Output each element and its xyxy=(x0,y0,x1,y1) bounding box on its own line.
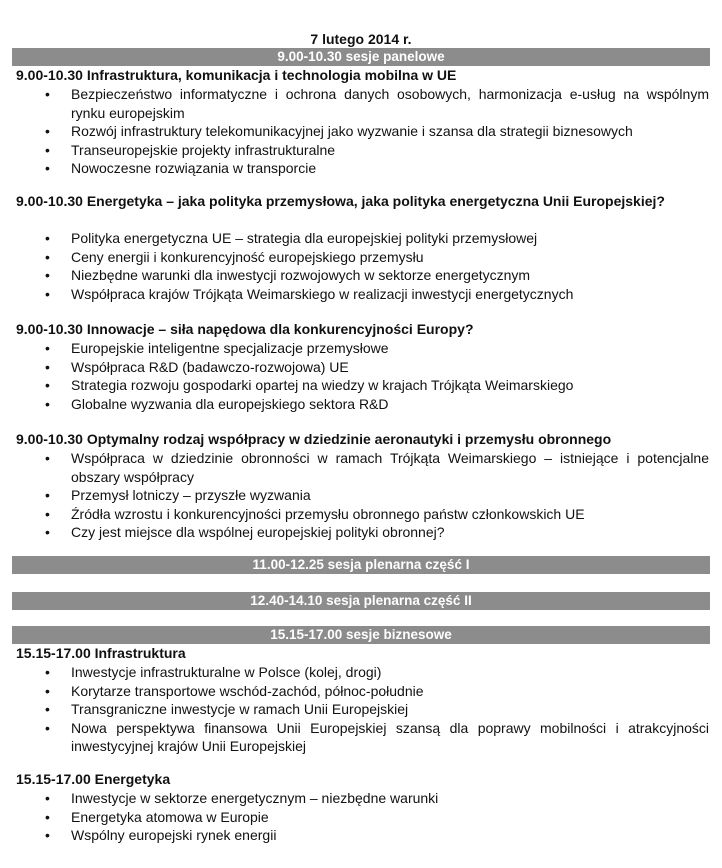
list-item xyxy=(0,449,722,486)
bullet-icon: • xyxy=(45,790,50,806)
list-item-text: Inwestycje infrastrukturalne w Polsce (kolej, drogi) xyxy=(71,664,382,680)
bullet-icon: • xyxy=(45,682,50,699)
bullet-icon: • xyxy=(45,340,50,356)
list-item-text: Ceny energii i konkurencyjność europejskiego przemysłu xyxy=(71,248,424,265)
list-item-text: Rozwój infrastruktury telekomunikacyjnej jako wyzwanie i szansa dla strategii biznesowych xyxy=(71,123,633,139)
list-item-text: Przemysł lotniczy – przyszłe wyzwania xyxy=(71,487,311,503)
bullet-icon: • xyxy=(45,230,50,246)
bullet-icon: • xyxy=(45,285,50,302)
list-item xyxy=(0,339,722,358)
list-item-text: Źródła wzrostu i konkurencyjności przemysłu obronnego państw członkowskich UE xyxy=(71,505,585,522)
list-item-text: Polityka energetyczna UE – strategia dla europejskiej polityki przemysłowej xyxy=(71,230,538,246)
list-item xyxy=(0,285,722,304)
list-item-text: Energetyka atomowa w Europie xyxy=(71,808,269,825)
section-list-innovation xyxy=(0,339,722,413)
list-item-text: Nowa perspektywa finansowa Unii Europejskiej szansą dla poprawy mobilności i atrakcyjności inwestycyjnej krajów Unii Europejskiej xyxy=(71,719,709,754)
list-item-text: Czy jest miejsce dla wspólnej europejskiej polityki obronnej? xyxy=(71,524,445,540)
bullet-icon: • xyxy=(45,160,50,176)
bullet-icon: • xyxy=(45,377,50,393)
list-item xyxy=(0,266,722,285)
section-heading-aeronautics-defence: 9.00-10.30 Optymalny rodzaj współpracy w dziedzinie aeronautyki i przemysłu obronnego xyxy=(16,431,612,447)
list-item xyxy=(0,85,722,122)
list-item-text: Transeuropejskie projekty infrastrukturalne xyxy=(71,141,336,158)
session-bar-plenary-2: 12.40-14.10 sesja plenarna część II xyxy=(12,592,710,610)
section-heading-energy-policy: 9.00-10.30 Energetyka – jaka polityka przemysłowa, jaka polityka energetyczna Unii Europejskiej? xyxy=(16,193,665,209)
list-item xyxy=(0,159,722,178)
section-heading-business-energy: 15.15-17.00 Energetyka xyxy=(16,771,171,787)
bullet-icon: • xyxy=(45,827,50,843)
session-bar-plenary-1: 11.00-12.25 sesja plenarna część I xyxy=(12,556,710,574)
list-item xyxy=(0,486,722,505)
list-item xyxy=(0,808,722,827)
list-item xyxy=(0,523,722,542)
bullet-icon: • xyxy=(45,358,50,375)
list-item xyxy=(0,376,722,395)
section-heading-infrastructure-ue: 9.00-10.30 Infrastruktura, komunikacja i technologia mobilna w UE xyxy=(16,67,457,83)
section-heading-business-infrastructure: 15.15-17.00 Infrastruktura xyxy=(16,645,186,661)
section-list-business-infrastructure xyxy=(0,663,722,756)
bullet-icon: • xyxy=(45,505,50,522)
bullet-icon: • xyxy=(45,450,50,466)
session-bar-business: 15.15-17.00 sesje biznesowe xyxy=(12,626,710,644)
list-item-text: Inwestycje w sektorze energetycznym – niezbędne warunki xyxy=(71,790,439,806)
bullet-icon: • xyxy=(45,267,50,283)
list-item xyxy=(0,358,722,377)
session-bar-panel: 9.00-10.30 sesje panelowe xyxy=(12,48,710,66)
list-item-text: Nowoczesne rozwiązania w transporcie xyxy=(71,160,317,176)
section-heading-innovation: 9.00-10.30 Innowacje – siła napędowa dla konkurencyjności Europy? xyxy=(16,321,474,337)
list-item xyxy=(0,789,722,808)
bullet-icon: • xyxy=(45,395,50,412)
list-item-text: Współpraca krajów Trójkąta Weimarskiego w realizacji inwestycji energetycznych xyxy=(71,285,574,302)
list-item-text: Bezpieczeństwo informatyczne i ochrona danych osobowych, harmonizacja e-usług na wspólnym rynku europejskim xyxy=(71,86,709,121)
list-item-text: Transgraniczne inwestycje w ramach Unii Europejskiej xyxy=(71,701,409,717)
list-item-text: Niezbędne warunki dla inwestycji rozwojowych w sektorze energetycznym xyxy=(71,267,531,283)
document-date: 7 lutego 2014 r. xyxy=(310,31,412,47)
section-list-aeronautics-defence xyxy=(0,449,722,542)
list-item-text: Europejskie inteligentne specjalizacje przemysłowe xyxy=(71,340,389,356)
section-list-energy-policy xyxy=(0,229,722,303)
list-item-text: Współpraca R&D (badawczo-rozwojowa) UE xyxy=(71,358,349,375)
list-item xyxy=(0,122,722,141)
list-item xyxy=(0,826,722,845)
bullet-icon: • xyxy=(45,719,50,736)
list-item xyxy=(0,505,722,524)
list-item-text: Globalne wyzwania dla europejskiego sektora R&D xyxy=(71,395,389,412)
bullet-icon: • xyxy=(45,123,50,139)
bullet-icon: • xyxy=(45,86,50,102)
list-item-text: Współpraca w dziedzinie obronności w ramach Trójkąta Weimarskiego – istniejące i potencjalne obszary współpracy xyxy=(71,450,709,485)
bullet-icon: • xyxy=(45,248,50,265)
list-item xyxy=(0,141,722,160)
bullet-icon: • xyxy=(45,524,50,540)
list-item-text: Korytarze transportowe wschód-zachód, północ-południe xyxy=(71,682,424,699)
list-item xyxy=(0,700,722,719)
list-item xyxy=(0,663,722,682)
bullet-icon: • xyxy=(45,701,50,717)
bullet-icon: • xyxy=(45,808,50,825)
list-item-text: Wspólny europejski rynek energii xyxy=(71,827,277,843)
bullet-icon: • xyxy=(45,141,50,158)
list-item xyxy=(0,719,722,756)
bullet-icon: • xyxy=(45,664,50,680)
list-item xyxy=(0,229,722,248)
section-list-business-energy xyxy=(0,789,722,845)
bullet-icon: • xyxy=(45,487,50,503)
list-item xyxy=(0,395,722,414)
list-item xyxy=(0,248,722,267)
list-item xyxy=(0,682,722,701)
section-list-infrastructure-ue xyxy=(0,85,722,178)
list-item-text: Strategia rozwoju gospodarki opartej na wiedzy w krajach Trójkąta Weimarskiego xyxy=(71,377,574,393)
